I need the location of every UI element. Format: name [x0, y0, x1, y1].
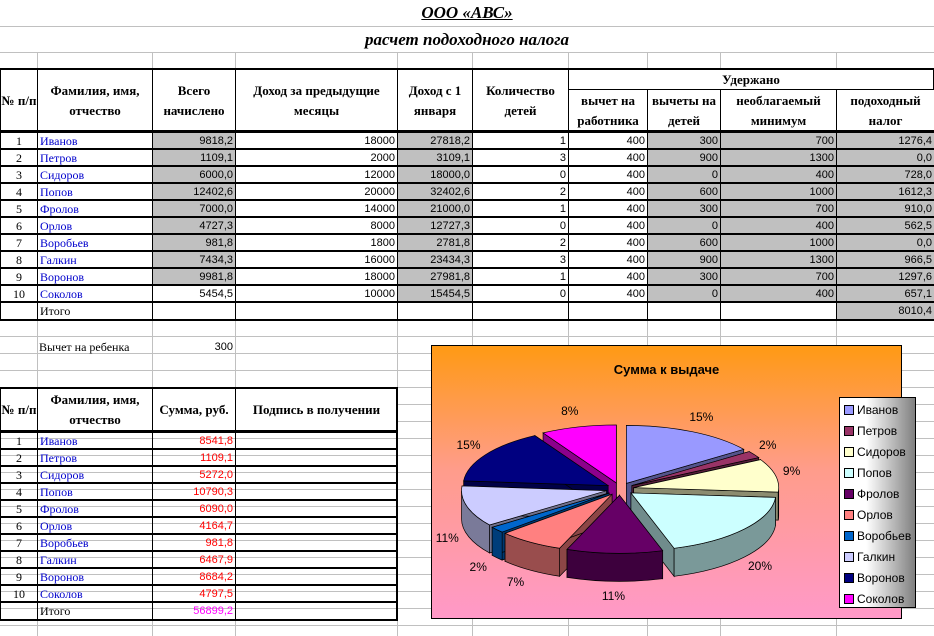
employee-name[interactable]: Галкин — [37, 251, 153, 268]
payout-pie-chart[interactable] — [431, 345, 912, 619]
employee-name[interactable]: Воробьев — [37, 234, 153, 251]
cell-ytd[interactable]: 32402,6 — [397, 183, 473, 200]
cell-worker[interactable]: 400 — [568, 200, 648, 217]
signature-cell[interactable] — [235, 432, 398, 449]
legend-item[interactable] — [844, 548, 895, 566]
employee-name[interactable]: Орлов — [37, 217, 153, 234]
total-cell[interactable] — [397, 302, 473, 321]
cell-ytd[interactable]: 23434,3 — [397, 251, 473, 268]
legend-swatch — [844, 489, 854, 499]
column-header-worker: вычет на работника — [568, 89, 648, 132]
cell-worker[interactable]: 400 — [568, 217, 648, 234]
cell-min[interactable]: 400 — [720, 166, 837, 183]
legend-item[interactable] — [844, 527, 911, 545]
legend-label: Галкин — [857, 550, 896, 564]
cell-prev[interactable]: 18000 — [235, 268, 398, 285]
total-cell[interactable] — [720, 302, 837, 321]
cell-tax[interactable]: 728,0 — [836, 166, 934, 183]
employee-name[interactable]: Петров — [37, 149, 153, 166]
legend-swatch — [844, 447, 854, 457]
cell-min[interactable]: 400 — [720, 217, 837, 234]
cell-kids[interactable]: 0 — [472, 166, 569, 183]
payout-header-num: № п/п — [0, 388, 38, 432]
total-cell[interactable] — [235, 302, 398, 321]
column-header-num: № п/п — [0, 69, 38, 132]
cell-children[interactable]: 900 — [647, 251, 721, 268]
cell-n[interactable]: 1 — [0, 432, 38, 449]
cell-prev[interactable]: 14000 — [235, 200, 398, 217]
cell-n[interactable]: 7 — [0, 534, 38, 551]
cell-prev[interactable]: 8000 — [235, 217, 398, 234]
cell-children[interactable]: 600 — [647, 234, 721, 251]
cell-kids[interactable]: 0 — [472, 285, 569, 302]
payout-top-border — [0, 387, 397, 389]
cell-sum[interactable]: 4164,7 — [152, 517, 236, 534]
pie-data-label: 11% — [601, 588, 626, 603]
cell-children[interactable]: 900 — [647, 149, 721, 166]
cell-n[interactable]: 6 — [0, 217, 38, 234]
cell-tax[interactable]: 966,5 — [836, 251, 934, 268]
cell-n[interactable]: 3 — [0, 166, 38, 183]
cell-sum[interactable]: 10790,3 — [152, 483, 236, 500]
cell-tax[interactable]: 0,0 — [836, 149, 934, 166]
pie-data-label: 2% — [469, 559, 487, 574]
employee-name[interactable]: Сидоров — [37, 166, 153, 183]
legend-item[interactable] — [844, 401, 898, 419]
cell-total[interactable]: 5454,5 — [152, 285, 236, 302]
cell-n[interactable]: 7 — [0, 234, 38, 251]
legend-swatch — [844, 594, 854, 604]
cell-sum[interactable]: 6090,0 — [152, 500, 236, 517]
cell-min[interactable]: 1000 — [720, 183, 837, 200]
cell-n[interactable]: 2 — [0, 449, 38, 466]
employee-name[interactable]: Фролов — [37, 500, 153, 517]
legend-swatch — [844, 573, 854, 583]
legend-swatch — [844, 426, 854, 436]
employee-name[interactable]: Воронов — [37, 568, 153, 585]
cell-worker[interactable]: 400 — [568, 183, 648, 200]
cell-total[interactable]: 9818,2 — [152, 132, 236, 149]
cell-children[interactable]: 600 — [647, 183, 721, 200]
pie-data-label: 15% — [689, 409, 714, 424]
payout-total-cell — [0, 602, 38, 621]
cell-worker[interactable]: 400 — [568, 268, 648, 285]
cell-worker[interactable]: 400 — [568, 251, 648, 268]
cell-worker[interactable]: 400 — [568, 132, 648, 149]
cell-sum[interactable]: 5272,0 — [152, 466, 236, 483]
cell-tax[interactable]: 562,5 — [836, 217, 934, 234]
cell-n[interactable]: 4 — [0, 483, 38, 500]
signature-cell[interactable] — [235, 466, 398, 483]
cell-n[interactable]: 9 — [0, 568, 38, 585]
cell-total[interactable]: 4727,3 — [152, 217, 236, 234]
employee-name[interactable]: Воронов — [37, 268, 153, 285]
total-tax-value[interactable]: 8010,4 — [836, 302, 934, 321]
cell-ytd[interactable]: 12727,3 — [397, 217, 473, 234]
payout-header-sum: Сумма, руб. — [152, 388, 236, 432]
cell-total[interactable]: 7000,0 — [152, 200, 236, 217]
total-cell — [0, 302, 38, 321]
column-header-prev: Доход за предыдущие месяцы — [235, 69, 398, 132]
cell-children[interactable]: 300 — [647, 268, 721, 285]
child-deduction-label: Вычет на ребенка — [39, 340, 130, 354]
cell-prev[interactable]: 20000 — [235, 183, 398, 200]
cell-n[interactable]: 8 — [0, 251, 38, 268]
legend-swatch — [844, 405, 854, 415]
pie-data-label: 9% — [782, 464, 801, 478]
legend-label: Воронов — [857, 571, 905, 585]
column-header-min: необлагаемый минимум — [720, 89, 837, 132]
legend-swatch — [844, 531, 854, 541]
cell-min[interactable]: 400 — [720, 285, 837, 302]
employee-name[interactable]: Воробьев — [37, 534, 153, 551]
payout-right-border — [396, 387, 398, 621]
pie-data-label: 7% — [506, 575, 525, 589]
cell-worker[interactable]: 400 — [568, 234, 648, 251]
column-header-children: вычеты на детей — [647, 89, 721, 132]
cell-min[interactable]: 700 — [720, 268, 837, 285]
employee-name[interactable]: Соколов — [37, 585, 153, 602]
employee-name[interactable]: Орлов — [37, 517, 153, 534]
cell-kids[interactable]: 2 — [472, 234, 569, 251]
total-label[interactable]: Итого — [37, 302, 153, 321]
cell-tax[interactable]: 910,0 — [836, 200, 934, 217]
cell-kids[interactable]: 1 — [472, 268, 569, 285]
legend-item[interactable] — [844, 506, 893, 524]
cell-n[interactable]: 5 — [0, 500, 38, 517]
cell-tax[interactable]: 1612,3 — [836, 183, 934, 200]
cell-n[interactable]: 10 — [0, 285, 38, 302]
cell-sum[interactable]: 1109,1 — [152, 449, 236, 466]
cell-prev[interactable]: 18000 — [235, 132, 398, 149]
employee-name[interactable]: Соколов — [37, 285, 153, 302]
legend-item[interactable] — [844, 464, 892, 482]
cell-ytd[interactable]: 2781,8 — [397, 234, 473, 251]
cell-ytd[interactable]: 27981,8 — [397, 268, 473, 285]
payout-header-name: Фамилия, имя, отчество — [37, 388, 153, 432]
cell-total[interactable]: 9981,8 — [152, 268, 236, 285]
legend-label: Петров — [857, 424, 898, 438]
chart-title: Сумма к выдаче — [613, 362, 720, 377]
cell-children[interactable]: 0 — [647, 166, 721, 183]
cell-sum[interactable]: 8684,2 — [152, 568, 236, 585]
signature-cell[interactable] — [235, 534, 398, 551]
legend-label: Воробьев — [857, 529, 912, 543]
pie-slice-rim — [492, 527, 502, 560]
cell-children[interactable]: 300 — [647, 132, 721, 149]
pie-data-label: 15% — [456, 438, 481, 453]
cell-sum[interactable]: 6467,9 — [152, 551, 236, 568]
legend-item[interactable] — [844, 443, 906, 461]
total-cell[interactable] — [647, 302, 721, 321]
cell-n[interactable]: 9 — [0, 268, 38, 285]
cell-worker[interactable]: 400 — [568, 285, 648, 302]
employee-name[interactable]: Иванов — [37, 432, 153, 449]
payout-header-sign: Подпись в получении — [235, 388, 398, 432]
cell-min[interactable]: 1000 — [720, 234, 837, 251]
cell-kids[interactable]: 3 — [472, 251, 569, 268]
cell-children[interactable]: 0 — [647, 217, 721, 234]
cell-kids[interactable]: 3 — [472, 149, 569, 166]
signature-cell[interactable] — [235, 449, 398, 466]
cell-worker[interactable]: 400 — [568, 149, 648, 166]
child-deduction-value[interactable]: 300 — [214, 341, 233, 353]
cell-min[interactable]: 700 — [720, 132, 837, 149]
company-title: ООО «АВС» — [421, 3, 513, 22]
cell-tax[interactable]: 1297,6 — [836, 268, 934, 285]
legend-item[interactable] — [844, 422, 897, 440]
employee-name[interactable]: Попов — [37, 183, 153, 200]
pie-plot-area — [432, 346, 832, 616]
column-header-tax: подоходный налог — [836, 89, 934, 132]
pie-data-label: 20% — [747, 558, 773, 573]
cell-prev[interactable]: 16000 — [235, 251, 398, 268]
legend-label: Орлов — [857, 508, 893, 522]
legend-label: Сидоров — [857, 445, 906, 459]
cell-n[interactable]: 10 — [0, 585, 38, 602]
cell-n[interactable]: 4 — [0, 183, 38, 200]
employee-name[interactable]: Галкин — [37, 551, 153, 568]
cell-n[interactable]: 8 — [0, 551, 38, 568]
employee-name[interactable]: Петров — [37, 449, 153, 466]
total-cell[interactable] — [472, 302, 569, 321]
column-header-name: Фамилия, имя, отчество — [37, 69, 153, 132]
cell-ytd[interactable]: 27818,2 — [397, 132, 473, 149]
cell-total[interactable]: 981,8 — [152, 234, 236, 251]
cell-n[interactable]: 2 — [0, 149, 38, 166]
cell-total[interactable]: 12402,6 — [152, 183, 236, 200]
pie-data-label: 2% — [759, 438, 777, 453]
cell-ytd[interactable]: 21000,0 — [397, 200, 473, 217]
column-header-ytd: Доход с 1 января — [397, 69, 473, 132]
pie-data-label: 11% — [435, 530, 459, 545]
legend-swatch — [844, 510, 854, 520]
cell-total[interactable]: 1109,1 — [152, 149, 236, 166]
cell-sum[interactable]: 4797,5 — [152, 585, 236, 602]
employee-name[interactable]: Сидоров — [37, 466, 153, 483]
cell-kids[interactable]: 1 — [472, 132, 569, 149]
cell-ytd[interactable]: 18000,0 — [397, 166, 473, 183]
cell-n[interactable]: 1 — [0, 132, 38, 149]
legend-item[interactable] — [844, 590, 904, 608]
cell-prev[interactable]: 12000 — [235, 166, 398, 183]
cell-ytd[interactable]: 15454,5 — [397, 285, 473, 302]
cell-prev[interactable]: 10000 — [235, 285, 398, 302]
signature-cell[interactable] — [235, 500, 398, 517]
column-header-kids: Количество детей — [472, 69, 569, 132]
cell-prev[interactable]: 2000 — [235, 149, 398, 166]
cell-sum[interactable]: 8541,8 — [152, 432, 236, 449]
chart-legend[interactable] — [839, 397, 916, 608]
employee-name[interactable]: Иванов — [37, 132, 153, 149]
cell-kids[interactable]: 2 — [472, 183, 569, 200]
cell-min[interactable]: 1300 — [720, 149, 837, 166]
signature-cell[interactable] — [235, 483, 398, 500]
cell-tax[interactable]: 1276,4 — [836, 132, 934, 149]
signature-cell[interactable] — [235, 517, 398, 534]
column-header-total: Всего начислено — [152, 69, 236, 132]
header-top-border — [0, 68, 934, 70]
signature-cell[interactable] — [235, 585, 398, 602]
cell-n[interactable]: 5 — [0, 200, 38, 217]
cell-children[interactable]: 300 — [647, 200, 721, 217]
legend-label: Фролов — [857, 487, 900, 501]
legend-item[interactable] — [844, 485, 899, 503]
legend-swatch — [844, 552, 854, 562]
cell-min[interactable]: 1300 — [720, 251, 837, 268]
cell-tax[interactable]: 657,1 — [836, 285, 934, 302]
legend-label: Соколов — [857, 592, 905, 606]
employee-name[interactable]: Фролов — [37, 200, 153, 217]
cell-ytd[interactable]: 3109,1 — [397, 149, 473, 166]
cell-n[interactable]: 6 — [0, 517, 38, 534]
legend-label: Попов — [857, 466, 892, 480]
sheet-subtitle: расчет подоходного налога — [364, 30, 570, 49]
pie-slice-rim — [567, 549, 663, 581]
total-cell[interactable] — [152, 302, 236, 321]
legend-swatch — [844, 468, 854, 478]
column-header-withheld: Удержано — [568, 69, 934, 90]
cell-sum[interactable]: 981,8 — [152, 534, 236, 551]
legend-item[interactable] — [844, 569, 905, 587]
cell-tax[interactable]: 0,0 — [836, 234, 934, 251]
total-cell[interactable] — [568, 302, 648, 321]
cell-total[interactable]: 6000,0 — [152, 166, 236, 183]
employee-name[interactable]: Попов — [37, 483, 153, 500]
signature-cell[interactable] — [235, 551, 398, 568]
cell-worker[interactable]: 400 — [568, 166, 648, 183]
cell-total[interactable]: 7434,3 — [152, 251, 236, 268]
cell-children[interactable]: 0 — [647, 285, 721, 302]
cell-prev[interactable]: 1800 — [235, 234, 398, 251]
legend-label: Иванов — [857, 403, 899, 417]
pie-data-label: 8% — [561, 403, 579, 418]
payout-total-cell[interactable] — [235, 602, 398, 621]
cell-kids[interactable]: 0 — [472, 217, 569, 234]
payout-total-label[interactable]: Итого — [37, 602, 153, 621]
signature-cell[interactable] — [235, 568, 398, 585]
payout-total-sum[interactable]: 56899,2 — [152, 602, 236, 621]
cell-min[interactable]: 700 — [720, 200, 837, 217]
cell-n[interactable]: 3 — [0, 466, 38, 483]
cell-kids[interactable]: 1 — [472, 200, 569, 217]
